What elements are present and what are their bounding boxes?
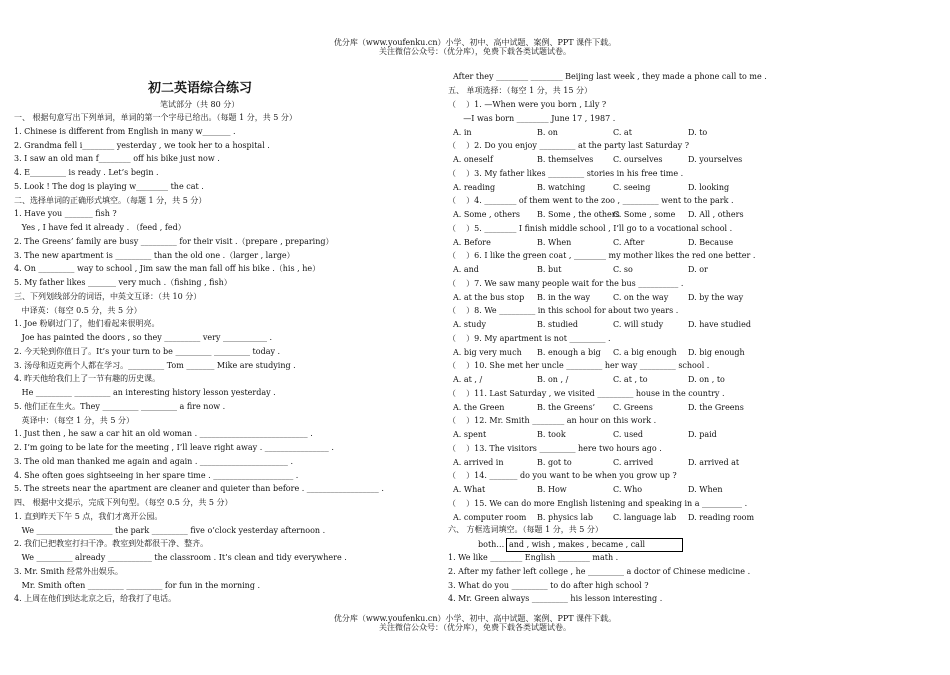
answer-option[interactable]: C. a big enough: [613, 347, 677, 357]
left-line: Yes , I have fed it already . （feed , fed）: [14, 223, 186, 232]
footer-line-2: 关注微信公众号：（优分库），免费下载各类试题试卷。: [379, 623, 571, 632]
left-line: 1. Chinese is different from English in many w_______ .: [14, 126, 236, 136]
answer-option[interactable]: A. oneself: [453, 155, 493, 164]
question-stem: （ ）9. My apartment is not _________ .: [448, 333, 611, 343]
answer-option[interactable]: D. paid: [688, 430, 717, 439]
question-stem-continued: —I was born ________ June 17 , 1987 .: [448, 113, 616, 123]
left-line: 1. 直到昨天下午 5 点，我们才离开公园。: [14, 511, 163, 521]
answer-option[interactable]: D. on , to: [688, 375, 725, 384]
answer-option[interactable]: D. have studied: [688, 320, 751, 329]
question-stem: （ ）5. ________ I finish middle school , I’ll go to a vocational school .: [448, 223, 733, 233]
left-line: 4. 昨天他给我们上了一节有趣的历史课。: [14, 374, 161, 384]
left-line: 5. The streets near the apartment are cleaner and quieter than before . __________________ .: [14, 484, 384, 494]
answer-option[interactable]: B. studied: [537, 320, 578, 329]
left-line: 3. Mr. Smith 经常外出娱乐。: [14, 566, 123, 576]
question-stem: （ ）13. The visitors _________ here two hours ago .: [448, 443, 662, 453]
question-stem: （ ）15. We can do more English listening and speaking in a __________ .: [448, 498, 748, 508]
answer-option[interactable]: C. on the way: [613, 292, 669, 302]
answer-option[interactable]: B. but: [537, 265, 562, 274]
left-line: 三、下列划线部分的词语，中英文互译：（共 10 分）: [14, 291, 202, 301]
answer-option[interactable]: A. at , /: [453, 375, 483, 384]
answer-option[interactable]: A. arrived in: [453, 457, 504, 467]
left-line: We ___________________ the park _________ five o’clock yesterday afternoon .: [14, 525, 326, 535]
left-line: 4. She often goes sightseeing in her spare time . ____________________ .: [14, 470, 299, 480]
answer-option[interactable]: C. used: [613, 430, 644, 439]
answer-option[interactable]: D. reading room: [688, 512, 755, 522]
question-stem: （ ）1. —When were you born , Lily ?: [448, 100, 607, 109]
answer-option[interactable]: C. language lab: [613, 512, 677, 522]
left-line: 5. Look ! The dog is playing w________ the cat .: [14, 181, 204, 191]
answer-option[interactable]: A. at the bus stop: [453, 292, 525, 302]
fill-in-question: 2. After my father left college , he _________ a doctor of Chinese medicine .: [448, 566, 751, 576]
answer-option[interactable]: A. and: [453, 265, 479, 274]
answer-option[interactable]: B. physics lab: [537, 512, 593, 522]
answer-option[interactable]: B. How: [537, 485, 567, 494]
answer-option[interactable]: D. All , others: [688, 210, 744, 219]
answer-option[interactable]: A. spent: [453, 430, 487, 439]
right-intro-line: After they ________ ________ Beijing last week , they made a phone call to me .: [453, 72, 767, 81]
fill-in-question: 4. Mr. Green always _________ his lesson interesting .: [448, 594, 663, 604]
answer-option[interactable]: B. enough a big: [537, 347, 601, 357]
answer-option[interactable]: B. watching: [537, 182, 586, 192]
left-line: 一、 根据句意写出下列单词，单词的第一个字母已给出。（每题 1 分，共 5 分）: [14, 113, 297, 122]
answer-option[interactable]: D. yourselves: [688, 155, 743, 164]
left-line: 英译中：（每空 1 分，共 5 分）: [14, 415, 134, 425]
question-stem: （ ）8. We _________ in this school for about two years .: [448, 306, 679, 316]
section-5-heading: 五、 单项选择：（每空 1 分，共 15 分）: [448, 86, 592, 95]
answer-option[interactable]: B. the Greens’: [537, 402, 596, 412]
answer-option[interactable]: A. study: [453, 320, 486, 329]
header-line-2: 关注微信公众号：（优分库），免费下载各类试题试卷。: [379, 47, 571, 56]
question-stem: （ ）7. We saw many people wait for the bus __________ .: [448, 278, 684, 288]
word-box: and , wish , makes , became , call: [506, 538, 683, 552]
answer-option[interactable]: B. on , /: [537, 375, 569, 384]
left-line: We _________ already ___________ the classroom . It’s clean and tidy everywhere .: [14, 553, 347, 562]
answer-option[interactable]: D. arrived at: [688, 457, 740, 467]
answer-option[interactable]: B. in the way: [537, 292, 590, 302]
question-stem: （ ）12. Mr. Smith ________ an hour on this work .: [448, 416, 657, 426]
answer-option[interactable]: D. by the way: [688, 292, 744, 302]
left-line: 4. 上周在他们到达北京之后，给我打了电话。: [14, 594, 177, 604]
left-line: 3. I saw an old man f________ off his bike just now .: [14, 154, 220, 164]
question-stem: （ ）2. Do you enjoy _________ at the party last Saturday ?: [448, 141, 689, 151]
answer-option[interactable]: C. arrived: [613, 457, 654, 467]
header-line-1: 优分库（www.youfenku.cn）小学、初中、高中试题、案例、PPT 课件下载。: [333, 38, 617, 47]
left-line: 4. On _________ way to school , Jim saw the man fall off his bike .（his , he）: [14, 264, 321, 274]
answer-option[interactable]: A. reading: [453, 182, 496, 192]
left-line: 2. 今天轮到你值日了。It’s your turn to be _________ _________ today .: [14, 346, 281, 356]
answer-option[interactable]: A. big very much: [453, 347, 522, 357]
left-line: 3. The new apartment is _________ than the old one .（larger , large）: [14, 250, 295, 260]
answer-option[interactable]: B. When: [537, 237, 572, 247]
left-line: 5. 他们正在生火。They _________ _________ a fire now .: [14, 401, 226, 411]
answer-option[interactable]: D. looking: [688, 182, 730, 192]
answer-option[interactable]: A. in: [453, 127, 472, 137]
answer-option[interactable]: C. at: [613, 127, 632, 137]
left-line: 5. My father likes _______ very much .（fishing , fish）: [14, 278, 232, 287]
left-line: He _________ _________ an interesting history lesson yesterday .: [14, 388, 276, 397]
left-line: 1. Joe 粉刷过门了，他们看起来很明亮。: [14, 319, 160, 329]
answer-option[interactable]: C. ourselves: [613, 155, 663, 164]
left-line: 四、 根据中文提示，完成下列句型。（每空 0.5 分，共 5 分）: [14, 498, 233, 507]
answer-option[interactable]: B. Some , the others: [537, 210, 620, 219]
answer-option[interactable]: A. What: [453, 485, 486, 494]
answer-option[interactable]: A. Before: [453, 237, 491, 247]
question-stem: （ ）3. My father likes _________ stories in his free time .: [448, 168, 684, 178]
left-line: Joe has painted the doors , so they _________ very ___________ .: [14, 333, 273, 342]
section-6-heading: 六、 方框选词填空。（每题 1 分，共 5 分）: [448, 525, 603, 534]
answer-option[interactable]: D. Because: [688, 237, 734, 247]
left-line: 2. I’m going to be late for the meeting , I’ll leave right away . ________________ .: [14, 443, 334, 452]
left-line: 中译英：（每空 0.5 分，共 5 分）: [14, 305, 142, 315]
fill-in-question: 3. What do you _________ to do after high school ?: [448, 580, 649, 590]
left-line: Mr. Smith often _________ _________ for fun in the morning .: [14, 580, 261, 590]
footer-line-1: 优分库（www.youfenku.cn）小学、初中、高中试题、案例、PPT 课件下载。: [333, 614, 617, 623]
answer-option[interactable]: D. the Greens: [688, 402, 744, 412]
answer-option[interactable]: B. themselves: [537, 155, 594, 164]
left-line: 4. E_________ is ready . Let’s begin .: [14, 168, 159, 177]
answer-option[interactable]: B. took: [537, 430, 566, 439]
answer-option[interactable]: A. the Green: [453, 402, 505, 412]
question-stem: （ ）14. _______ do you want to be when you grow up ?: [448, 471, 677, 481]
answer-option[interactable]: B. got to: [537, 457, 572, 467]
word-box-prefix: both…: [478, 540, 505, 549]
answer-option[interactable]: C. seeing: [613, 182, 651, 192]
fill-in-question: 1. We like ________ English ________ math .: [448, 553, 619, 562]
left-line: 3. The old man thanked me again and again . ______________________ .: [14, 456, 294, 466]
left-line: 2. The Greens’ family are busy _________ for their visit .（prepare , preparing）: [14, 236, 334, 246]
question-stem: （ ）10. She met her uncle _________ her way _________ school .: [448, 361, 710, 371]
answer-option[interactable]: C. at , to: [613, 375, 648, 384]
question-stem: （ ）6. I like the green coat , ________ my mother likes the red one better .: [448, 251, 756, 261]
answer-option[interactable]: D. When: [688, 485, 723, 494]
answer-option[interactable]: A. Some , others: [453, 210, 520, 219]
left-line: 1. Have you _______ fish ?: [14, 209, 117, 219]
left-line: 2. 我们已把教室打扫干净。教室到处都很干净、整齐。: [14, 539, 209, 549]
answer-option[interactable]: A. computer room: [453, 512, 527, 522]
left-line: 3. 汤母和迈克两个人都在学习。_________ Tom _______ Mike are studying .: [14, 360, 296, 370]
answer-option[interactable]: C. After: [613, 237, 645, 247]
left-line: 二、选择单词的正确形式填空。（每题 1 分，共 5 分）: [14, 195, 207, 205]
answer-option[interactable]: C. Greens: [613, 402, 653, 412]
section-subtitle: 笔试部分（共 80 分）: [160, 100, 240, 109]
answer-option[interactable]: C. so: [613, 265, 633, 274]
left-line: 1. Just then , he saw a car hit an old woman . ___________________________ .: [14, 429, 313, 439]
answer-option[interactable]: B. on: [537, 127, 558, 137]
answer-option[interactable]: D. big enough: [688, 347, 745, 357]
answer-option[interactable]: D. or: [688, 265, 708, 274]
left-line: 2. Grandma fell i________ yesterday , we took her to a hospital .: [14, 140, 270, 150]
question-stem: （ ）11. Last Saturday , we visited _________ house in the country .: [448, 388, 725, 398]
answer-option[interactable]: D. to: [688, 127, 708, 137]
answer-option[interactable]: C. Who: [613, 485, 643, 494]
answer-option[interactable]: C. Some , some: [613, 210, 676, 219]
answer-option[interactable]: C. will study: [613, 320, 664, 329]
page-title: 初二英语综合练习: [148, 81, 253, 96]
question-stem: （ ）4. ________ of them went to the zoo , _________ went to the park .: [448, 196, 734, 206]
